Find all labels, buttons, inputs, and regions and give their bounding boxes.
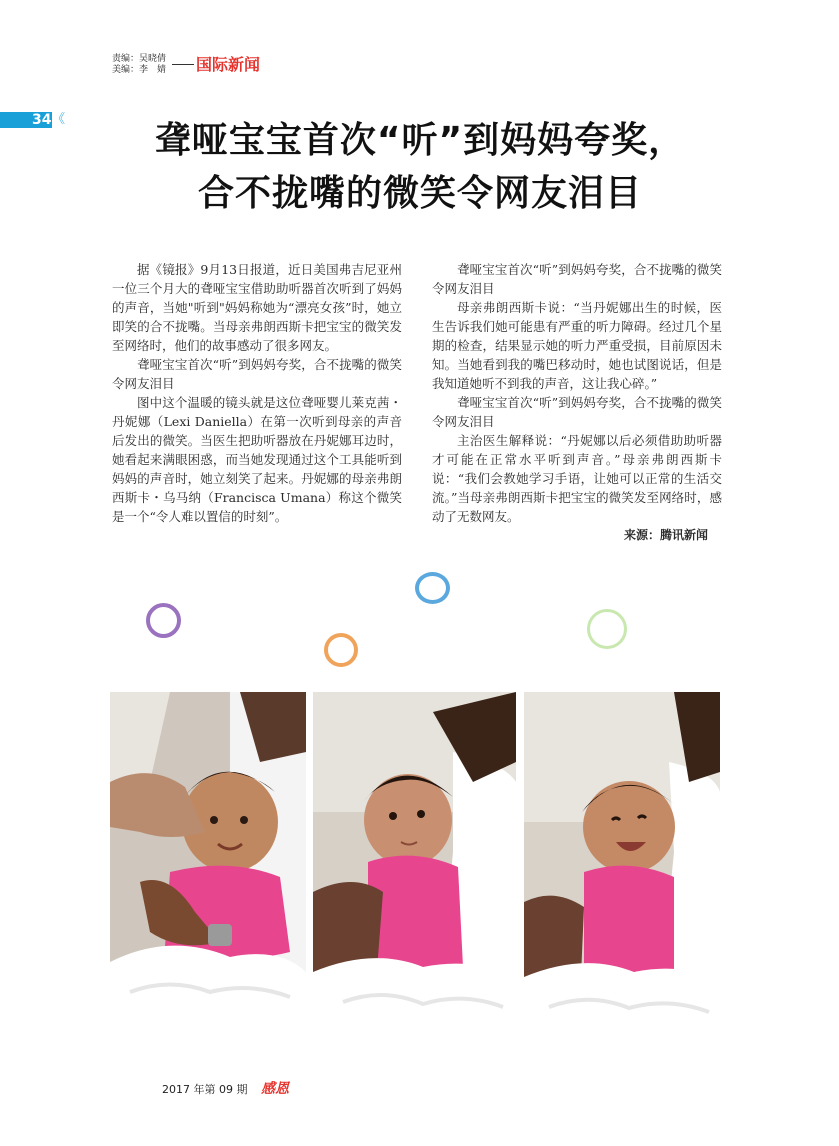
decorative-ring-green [587,609,627,649]
paragraph: 聋哑宝宝首次“听”到妈妈夸奖，合不拢嘴的微笑令网友泪目 [432,395,722,429]
headline-line-1: 聋哑宝宝首次“听”到妈妈夸奖， [154,120,686,161]
designer-line: 美编：李 婧 [112,65,167,75]
decorative-ring-purple [146,603,181,638]
issue-footer: 2017 年第 09 期 [162,1083,248,1096]
decorative-ring-blue [415,572,450,604]
source-credit: 来源：腾讯新闻 [623,528,708,542]
paragraph: 图中这个温暖的镜头就是这位聋哑婴儿莱克茜・丹妮娜（Lexi Daniella）在第一次听到母亲的声音后发出的微笑。当医生把助听器放在丹妮娜耳边时，她看起来满眼困惑，而当她发现通过这个工具能听到妈妈的声音时，她立刻笑了起来。丹妮娜的母亲弗朗西斯卡・乌马纳（Francisca Umana）称这个微笑是一个“令人难以置信的时刻”。 [112,395,402,524]
page-marker: 《 [52,112,66,127]
baby-photo-2 [313,692,516,1037]
editor-line: 责编：吴晓倩 [112,54,167,64]
section-title: 国际新闻 [196,55,261,74]
paragraph: 聋哑宝宝首次“听”到妈妈夸奖，合不拢嘴的微笑令网友泪目 [112,357,402,391]
paragraph: 母亲弗朗西斯卡说：“当丹妮娜出生的时候，医生告诉我们她可能患有严重的听力障碍。经过几个星期的检查，结果显示她的听力严重受损，目前原因未知。当她看到我的嘴巴移动时，她也试图说话，但是我知道她听不到我的声音，这让我心碎。” [432,300,722,391]
article-column-right [432,260,722,545]
paragraph: 聋哑宝宝首次“听”到妈妈夸奖，合不拢嘴的微笑令网友泪目 [432,262,722,296]
section-divider [172,64,194,65]
article-column-left [112,260,402,526]
editor-credits [112,54,166,76]
baby-photo-3 [524,692,720,1037]
paragraph: 主治医生解释说：“丹妮娜以后必须借助助听器才可能在正常水平听到声音。”母亲弗朗西斯卡说：“我们会教她学习手语，让她可以正常的生活交流。”当母亲弗朗西斯卡把宝宝的微笑发至网络时，感动了无数网友。 [432,433,722,524]
page-number: 34 [32,112,52,128]
headline-line-2: 合不拢嘴的微笑令网友泪目 [197,173,642,214]
decorative-ring-orange [324,633,358,667]
magazine-logo: 感恩 [261,1081,289,1097]
baby-photo-1 [110,692,306,1037]
paragraph: 据《镜报》9月13日报道，近日美国弗吉尼亚州一位三个月大的聋哑宝宝借助助听器首次听到了妈妈的声音，当她"听到"妈妈称她为“漂亮女孩”时，她立即笑的合不拢嘴。当母亲弗朗西斯卡把宝宝的微笑发至网络时，他们的故事感动了很多网友。 [112,262,402,353]
